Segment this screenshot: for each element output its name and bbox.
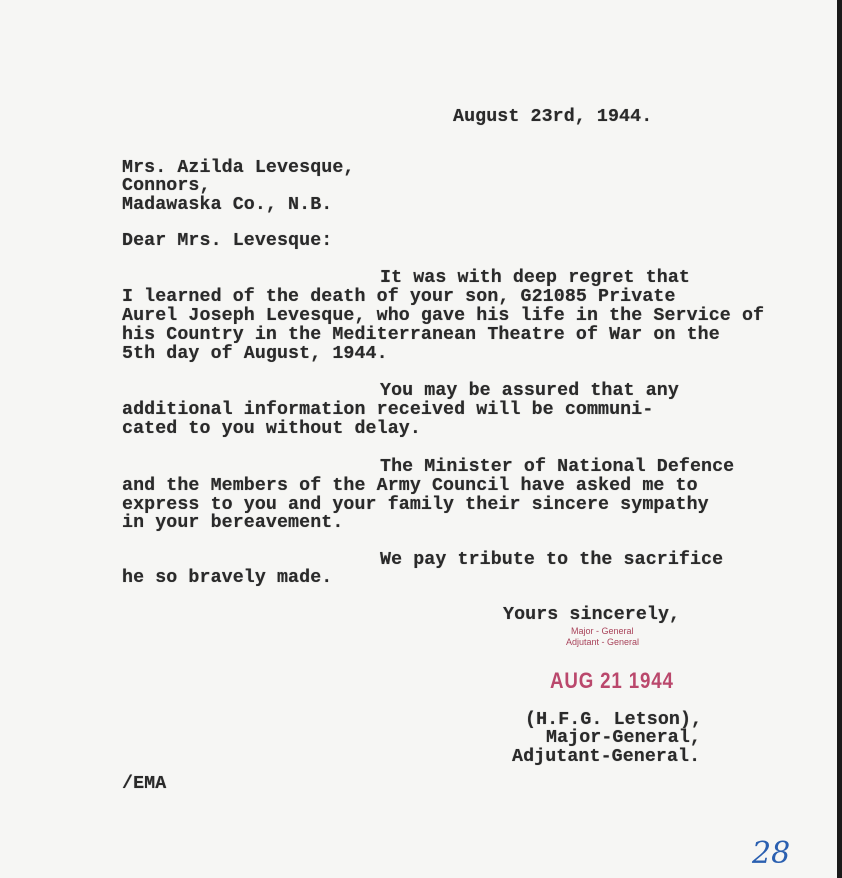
signature-name: (H.F.G. Letson), <box>525 710 703 730</box>
page-edge <box>837 0 842 878</box>
closing: Yours sincerely, <box>503 605 681 625</box>
paragraph-line: Aurel Joseph Levesque, who gave his life in the Service of <box>122 306 765 326</box>
received-date-stamp: AUG 21 1944 <box>550 668 674 693</box>
paragraph-line: express to you and your family their sincere sympathy <box>122 495 709 515</box>
paragraph-line: I learned of the death of your son, G21085 Private <box>122 287 676 307</box>
stamp-title: Adjutant - General <box>566 637 640 647</box>
salutation: Dear Mrs. Levesque: <box>122 231 333 251</box>
signature-position: Adjutant-General. <box>512 747 701 767</box>
paragraph-line: his Country in the Mediterranean Theatre of War on the <box>122 325 720 345</box>
paragraph-line: You may be assured that any <box>380 381 679 401</box>
paragraph-line: additional information received will be communi- <box>122 400 654 420</box>
paragraph-line: he so bravely made. <box>122 568 333 588</box>
recipient-address-line: Connors, <box>122 176 211 196</box>
recipient-name: Mrs. Azilda Levesque, <box>122 158 355 178</box>
paragraph-line: and the Members of the Army Council have asked me to <box>122 476 698 496</box>
letter-date: August 23rd, 1944. <box>453 107 653 127</box>
paragraph-line: 5th day of August, 1944. <box>122 344 388 364</box>
paragraph-line: The Minister of National Defence <box>380 457 735 477</box>
paragraph-line: We pay tribute to the sacrifice <box>380 550 724 570</box>
paragraph-line: in your bereavement. <box>122 513 344 533</box>
reference-initials: /EMA <box>122 774 167 794</box>
page-number: 28 <box>752 836 791 871</box>
signature-rank: Major-General, <box>546 728 701 748</box>
stamp-title: Major - General <box>571 626 634 636</box>
paragraph-line: It was with deep regret that <box>380 268 690 288</box>
recipient-address-line: Madawaska Co., N.B. <box>122 195 333 215</box>
paragraph-line: cated to you without delay. <box>122 419 421 439</box>
